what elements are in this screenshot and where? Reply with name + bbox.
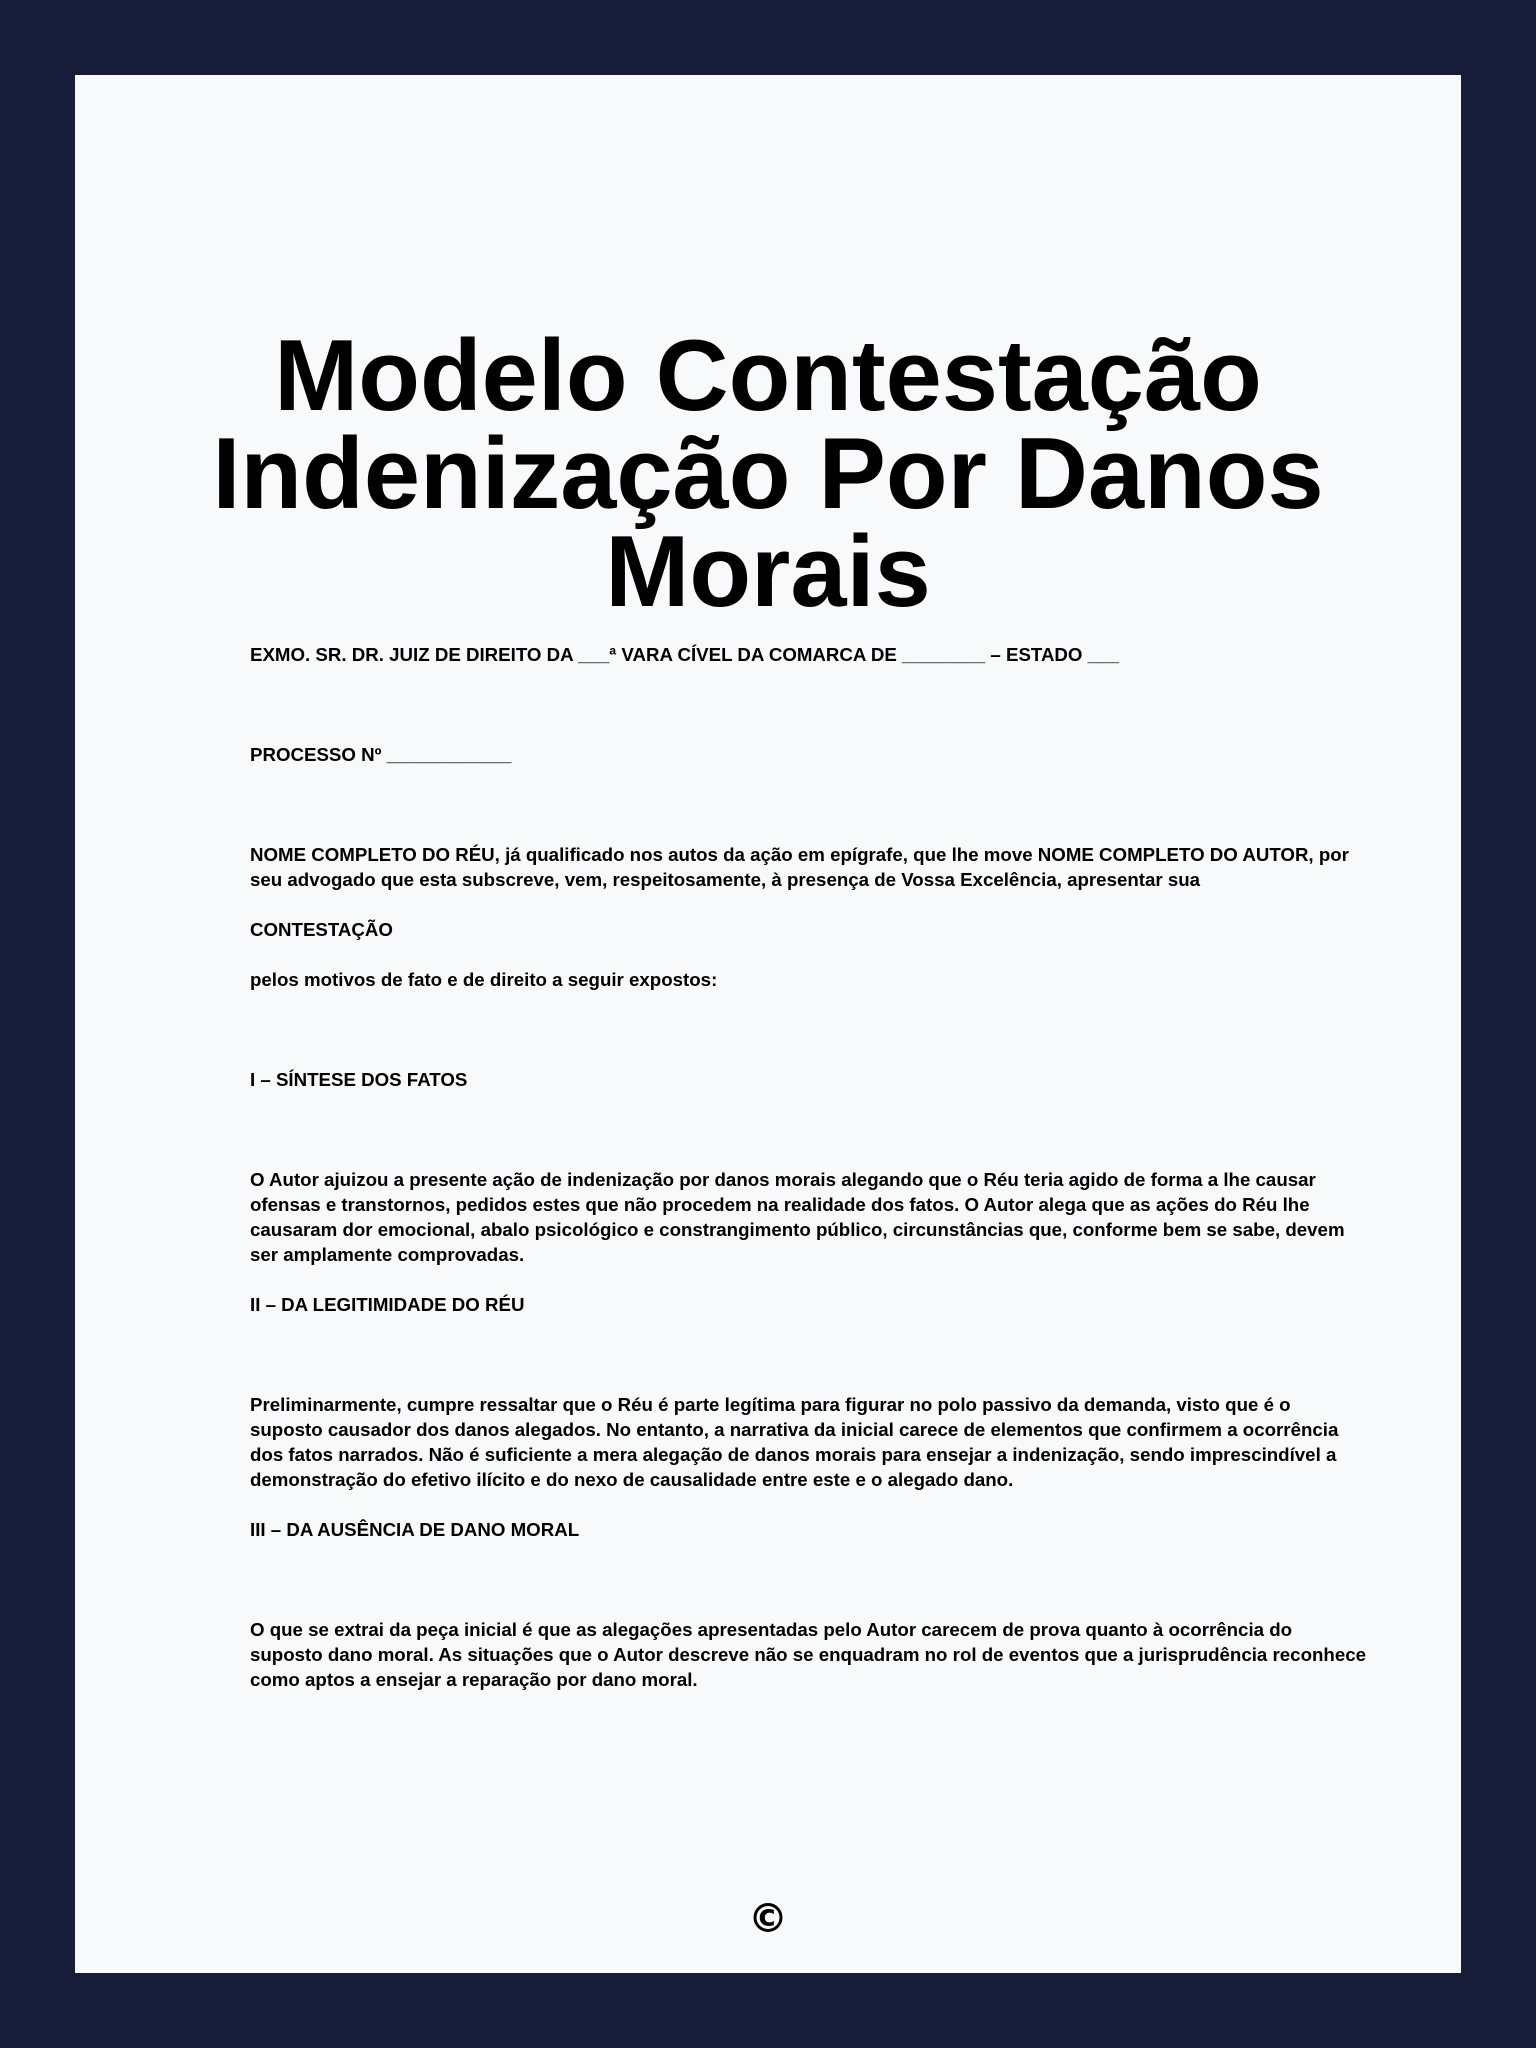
section-heading-1: I – SÍNTESE DOS FATOS bbox=[250, 1069, 468, 1090]
intro-paragraph: NOME COMPLETO DO RÉU, já qualificado nos autos da ação em epígrafe, que lhe move NOME COMPLETO DO AUTOR, por seu advogado que esta subscreve, vem, respeitosamente, à presença de Vossa Excelência, apresentar sua bbox=[250, 844, 1349, 890]
document-type-heading: CONTESTAÇÃO bbox=[250, 919, 393, 940]
section-paragraph-2: Preliminarmente, cumpre ressaltar que o Réu é parte legítima para figurar no polo passivo da demanda, visto que é o suposto causador dos danos alegados. No entanto, a narrativa da inicial carece de elementos que confirmem a ocorrência dos fatos narrados. Não é suficiente a mera alegação de danos morais para ensejar a indenização, sendo imprescindível a demonstração do efetivo ilícito e do nexo de causalidade entre este e o alegado dano. bbox=[250, 1394, 1339, 1490]
document-page bbox=[75, 75, 1461, 1973]
section-paragraph-3: O que se extrai da peça inicial é que as alegações apresentadas pelo Autor carecem de prova quanto à ocorrência do suposto dano moral. As situações que o Autor descreve não se enquadram no rol de eventos que a jurisprudência reconhece como aptos a ensejar a reparação por dano moral. bbox=[250, 1619, 1367, 1690]
motives-line: pelos motivos de fato e de direito a seguir expostos: bbox=[250, 969, 718, 990]
document-title: Modelo Contestação Indenização Por Danos Morais bbox=[212, 320, 1324, 628]
section-heading-2: II – DA LEGITIMIDADE DO RÉU bbox=[250, 1294, 525, 1315]
case-number: PROCESSO Nº ____________ bbox=[250, 744, 512, 765]
court-address: EXMO. SR. DR. JUIZ DE DIREITO DA ___ª VARA CÍVEL DA COMARCA DE ________ – ESTADO ___ bbox=[250, 644, 1119, 665]
document-body bbox=[250, 642, 1368, 1692]
section-heading-3: III – DA AUSÊNCIA DE DANO MORAL bbox=[250, 1519, 580, 1540]
copyright-icon: © bbox=[748, 1896, 788, 1942]
section-paragraph-1: O Autor ajuizou a presente ação de indenização por danos morais alegando que o Réu teria agido de forma a lhe causar ofensas e transtornos, pedidos estes que não procedem na realidade dos fatos. O Autor alega que as ações do Réu lhe causaram dor emocional, abalo psicológico e constrangimento público, circunstâncias que, conforme bem se sabe, devem ser amplamente comprovadas. bbox=[250, 1169, 1345, 1265]
